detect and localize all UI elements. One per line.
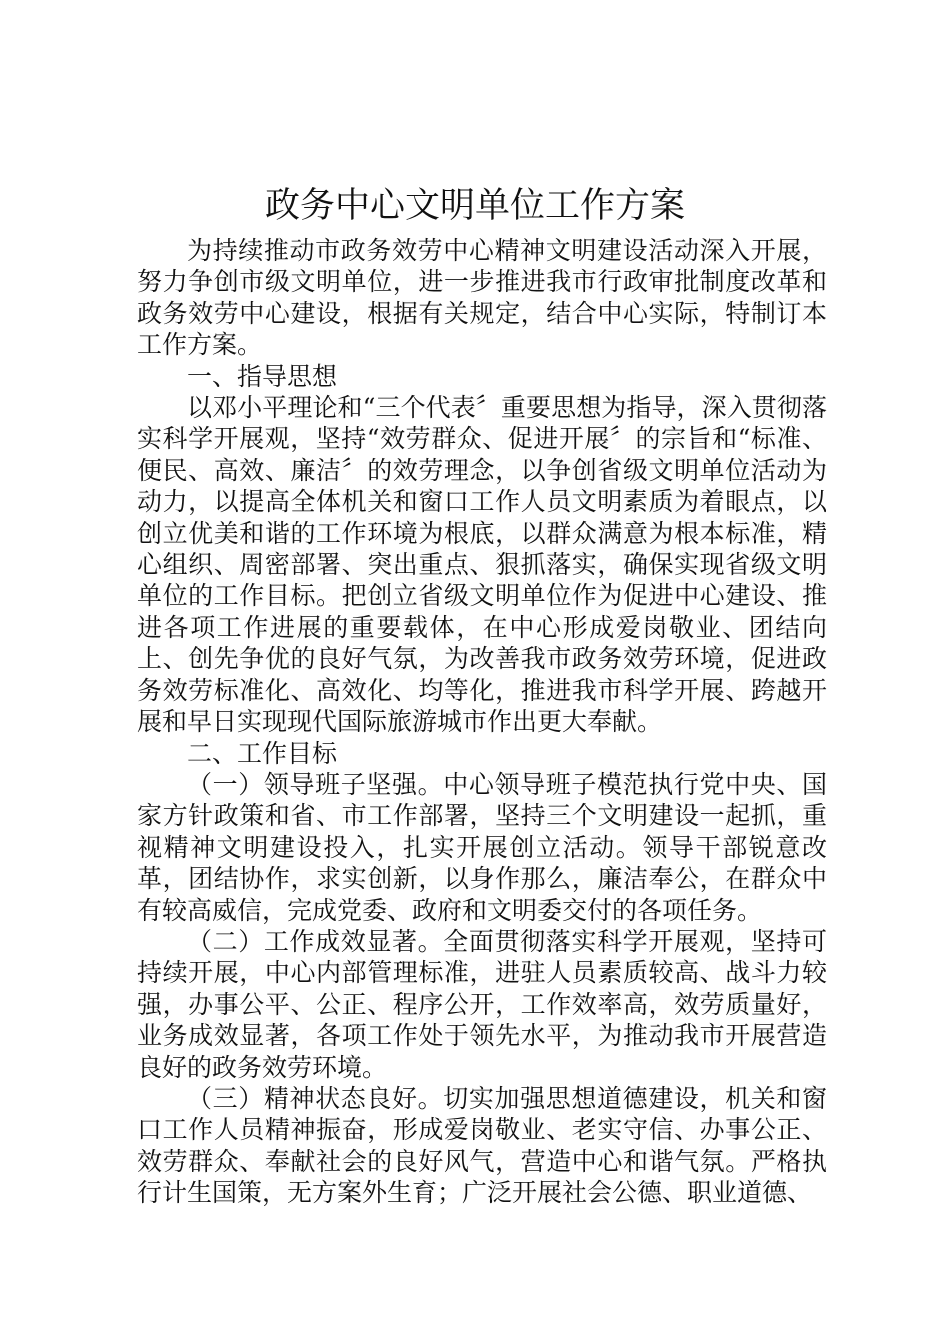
- section-heading-guiding-ideology: 一、指导思想: [187, 361, 338, 391]
- document-title: 政务中心文明单位工作方案: [264, 186, 685, 226]
- paragraph-intro: 为持续推动市政务效劳中心精神文明建设活动深入开展，努力争创市级文明单位，进一步推进我市行政审批制度改革和政务效劳中心建设，根据有关规定，结合中心实际，特制订本工作方案。: [137, 236, 827, 360]
- document-body: [137, 235, 827, 1209]
- paragraph-guiding-ideology: 以邓小平理论和“三个代表〞重要思想为指导，深入贯彻落实科学开展观，坚持“效劳群众、促进开展〞的宗旨和“标准、便民、高效、廉洁〞的效劳理念，以争创省级文明单位活动为动力，以提高全体机关和窗口工作人员文明素质为着眼点，以创立优美和谐的工作环境为根底，以群众满意为根本标准，精心组织、周密部署、突出重点、狠抓落实，确保实现省级文明单位的工作目标。把创立省级文明单位作为促进中心建设、推进各项工作进展的重要载体，在中心形成爱岗敬业、团结向上、创先争优的良好气氛，为改善我市政务效劳环境，促进政务效劳标准化、高效化、均等化，推进我市科学开展、跨越开展和早日实现现代国际旅游城市作出更大奉献。: [137, 393, 827, 737]
- paragraph-goal-1: （一）领导班子坚强。中心领导班子模范执行党中央、国家方针政策和省、市工作部署，坚持三个文明建设一起抓，重视精神文明建设投入，扎实开展创立活动。领导干部锐意改革，团结协作，求实创新，以身作那么，廉洁奉公，在群众中有较高威信，完成党委、政府和文明委交付的各项任务。: [137, 769, 827, 925]
- section-heading-work-goals: 二、工作目标: [187, 738, 338, 768]
- paragraph-goal-3: （三）精神状态良好。切实加强思想道德建设，机关和窗口工作人员精神振奋，形成爱岗敬业、老实守信、办事公正、效劳群众、奉献社会的良好风气，营造中心和谐气氛。严格执行计生国策，无方案外生育；广泛开展社会公德、职业道德、: [137, 1083, 827, 1208]
- paragraph-goal-2: （二）工作成效显著。全面贯彻落实科学开展观，坚持可持续开展，中心内部管理标准，进驻人员素质较高、战斗力较强，办事公平、公正、程序公开，工作效率高，效劳质量好，业务成效显著，各项工作处于领先水平，为推动我市开展营造良好的政务效劳环境。: [137, 926, 827, 1082]
